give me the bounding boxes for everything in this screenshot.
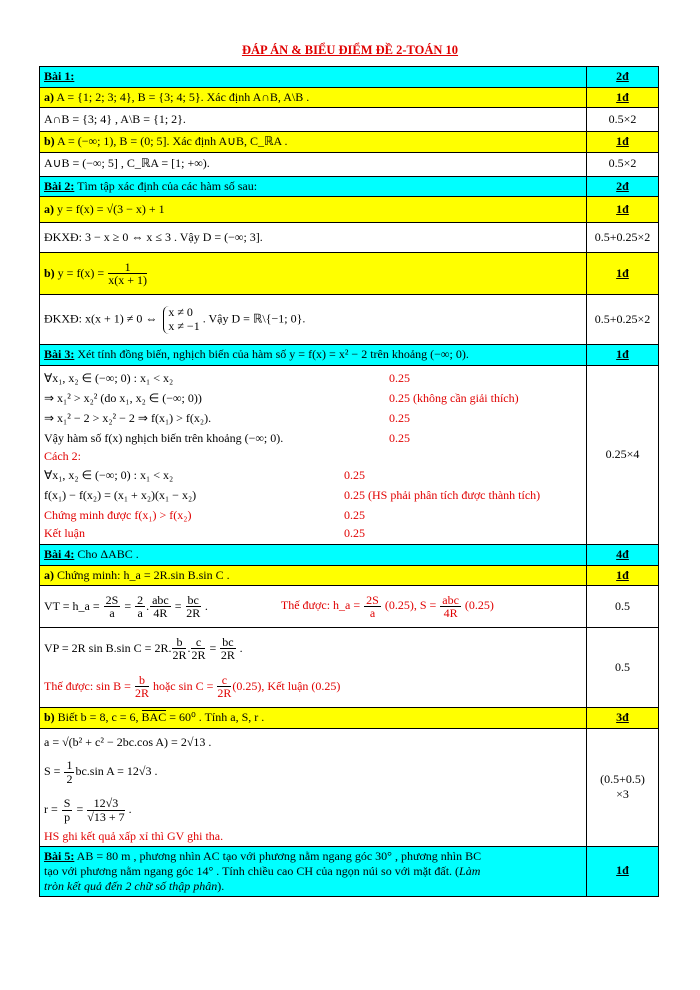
proof-line: f(x₁) − f(x₂) = (x₁ + x₂)(x₁ − x₂) 0.25 (HS phải phân tích được thành tích) (44, 487, 541, 502)
b3-method1 (44, 368, 582, 448)
b1a-question: a) A = {1; 2; 3; 4}, B = {3; 4; 5}. Xác định A∩B, A\B . (40, 87, 587, 108)
b2b-question-row: b) y = f(x) = $\frac{1}{x(x + 1)}$ 1đ (40, 253, 659, 295)
page-title: ĐÁP ÁN & BIỂU ĐIỂM ĐỀ 2-TOÁN 10 (241, 43, 459, 57)
fraction: $\frac{12√3}{√13 + 7}$ (87, 795, 125, 824)
fraction: $\frac{2}{a}$ (137, 592, 144, 621)
b1b-answer-row: A∪B = (−∞; 5] , C_ℝA = [1; +∞). 0.5×2 (40, 152, 659, 176)
b3-method2 (44, 465, 582, 542)
b1a-answer: A∩B = {3; 4} , A\B = {1; 2}. (40, 108, 587, 132)
b1-header-row (40, 67, 659, 88)
b5-row: Bài 5: AB = 80 m , phương nhìn AC tạo với phương nằm ngang góc 30° , phương nhìn BC tạo với phương nằm ngang góc 14° . Tính chiều cao CH của ngọn núi so với mặt đất. (Làm tròn kết quả đến 2 chữ số thập phân). 1đ (40, 846, 659, 896)
fraction: $\frac{\text{abc}}{4R}$ (152, 592, 169, 621)
b2b-answer-row: ĐKXĐ: x(x + 1) ≠ 0 ⇔ x ≠ 0 x ≠ −1 . Vậy D = ℝ\{−1; 0}. 0.5+0.25×2 (40, 295, 659, 345)
b4a-vt-row: VT = h_a = $\frac{2S}{a}$ = $\frac{2}{a}$ . $\frac{\text{abc}}{4R}$ = $\frac{bc}{2R}$ . Thế được: h_a = $\frac{2S}{a}$ (0.25), S = $\frac{\text{abc}}{4R}$ (0.25) 0.5 (40, 586, 659, 628)
fraction: $\frac{2S}{a}$ (105, 592, 119, 621)
fraction: $\frac{1}{x(x + 1)}$ (108, 259, 147, 288)
b3-answer (40, 365, 587, 544)
b4b-answer-row: a = √(b² + c² − 2bc.cos A) = 2√13 . S = $\frac{1}{2}$ bc.sin A = 12√3 . r = $\frac{S}{p}$ = $\frac{12√3}{√13 + 7}$ . HS ghi kết quả xấp xỉ thì GV ghi tha. (0.5+0.5) ×3 (40, 728, 659, 846)
fraction: $\frac{1}{2}$ (66, 757, 73, 786)
b1-head: Bài 1: (40, 67, 587, 88)
b2-head: Bài 2: Tìm tập xác định của các hàm số sau: (40, 176, 587, 197)
b4b-note: HS ghi kết quả xấp xỉ thì GV ghi tha. (44, 828, 224, 843)
fraction: $\frac{b}{2R}$ (172, 634, 187, 663)
b1a-answer-row: A∩B = {3; 4} , A\B = {1; 2}. 0.5×2 (40, 108, 659, 132)
b3-header-row: Bài 3: Xét tính đồng biến, nghịch biến của hàm số y = f(x) = x² − 2 trên khoảng (−∞; 0). 1đ (40, 345, 659, 366)
fraction: $\frac{c}{2R}$ (217, 672, 232, 701)
b3-method2-label: Cách 2: (44, 448, 81, 463)
b2a-answer-row: ĐKXĐ: 3 − x ≥ 0 ⇔ x ≤ 3 . Vậy D = (−∞; 3]. 0.5+0.25×2 (40, 223, 659, 253)
b4a-vp-note: Thế được: sin B = $\frac{b}{2R}$ hoặc sin C = $\frac{c}{2R}$ (0.25), Kết luận (0.25) (44, 672, 341, 701)
b1b-question-row: b) A = (−∞; 1), B = (0; 5]. Xác định A∪B, C_ℝA . 1đ (40, 132, 659, 153)
b4a-vp-row: VP = 2R sin B.sin C = 2R. $\frac{b}{2R}$ . $\frac{c}{2R}$ = $\frac{bc}{2R}$ . Thế được: sin B = $\frac{b}{2R}$ hoặc sin C = $\frac{c}{2R}$ (0.25), Kết luận (0.25) 0.5 (40, 628, 659, 708)
b2-header-row: Bài 2: Tìm tập xác định của các hàm số sau: 2đ (40, 176, 659, 197)
fraction: $\frac{S}{p}$ (63, 795, 71, 824)
angle-hat: BAC (141, 710, 167, 725)
b3-answer-row: ∀x₁, x₂ ∈ (−∞; 0) : x₁ < x₂ 0.25 ⇒ x₁² > x₂² (do x₁, x₂ ∈ (−∞; 0)) 0.25 (không cần giải thích) ⇒ x₁² − 2 > x₂² − 2 ⇒ f(x₁) > f(x₂). 0.25 Vậy hàm số f(x) nghịch biến trên khoảng (−∞; 0). 0.25 Cách 2: ∀x₁, x₂ ∈ (−∞; 0) : x₁ < x₂ 0.25 f(x₁) − f(x₂) = (x₁ + x₂)(x₁ − x₂) 0.25 (HS phải phân tích được thành tích) Chứng minh được f(x₁) > f(x₂) 0.25 Kết luận 0.25 0.25×4 (40, 365, 659, 544)
b4a-substitution-note: Thế được: h_a = $\frac{2S}{a}$ (0.25), S = $\frac{\text{abc}}{4R}$ (0.25) (280, 592, 494, 621)
proof-line: Vậy hàm số f(x) nghịch biến trên khoảng (−∞; 0). 0.25 (44, 430, 410, 445)
b2a-question-row: a) y = f(x) = √(3 − x) + 1 1đ (40, 197, 659, 223)
answer-table (39, 66, 659, 897)
proof-line: ∀x₁, x₂ ∈ (−∞; 0) : x₁ < x₂ 0.25 (44, 467, 365, 482)
proof-line: ⇒ x₁² − 2 > x₂² − 2 ⇒ f(x₁) > f(x₂). 0.25 (44, 410, 410, 425)
b1-score: 2đ (587, 67, 659, 88)
proof-line: ⇒ x₁² > x₂² (do x₁, x₂ ∈ (−∞; 0)) 0.25 (không cần giải thích) (44, 390, 519, 405)
proof-line: ∀x₁, x₂ ∈ (−∞; 0) : x₁ < x₂ 0.25 (44, 370, 410, 385)
system-brace: x ≠ 0 x ≠ −1 (163, 306, 199, 334)
fraction: $\frac{bc}{2R}$ (186, 592, 201, 621)
fraction: $\frac{\text{abc}}{4R}$ (442, 592, 459, 621)
b4-header-row: Bài 4: Cho ΔABC . 4đ (40, 544, 659, 565)
fraction: $\frac{b}{2R}$ (134, 672, 149, 701)
fraction: $\frac{c}{2R}$ (191, 634, 206, 663)
proof-line: Chứng minh được f(x₁) > f(x₂) 0.25 (44, 507, 365, 522)
b4a-question-row: a) Chứng minh: h_a = 2R.sin B.sin C . 1đ (40, 565, 659, 586)
b1b-question: b) A = (−∞; 1), B = (0; 5]. Xác định A∪B, C_ℝA . (40, 132, 587, 153)
fraction: $\frac{bc}{2R}$ (220, 634, 235, 663)
proof-line: Kết luận 0.25 (44, 525, 365, 540)
b1a-question-row: a) A = {1; 2; 3; 4}, B = {3; 4; 5}. Xác định A∩B, A\B . 1đ (40, 87, 659, 108)
fraction: $\frac{2S}{a}$ (366, 592, 379, 621)
b4b-question-row: b) Biết b = 8, c = 6, BAC = 60⁰ . Tính a, S, r . 3đ (40, 708, 659, 729)
b1b-answer: A∪B = (−∞; 5] , C_ℝA = [1; +∞). (40, 152, 587, 176)
